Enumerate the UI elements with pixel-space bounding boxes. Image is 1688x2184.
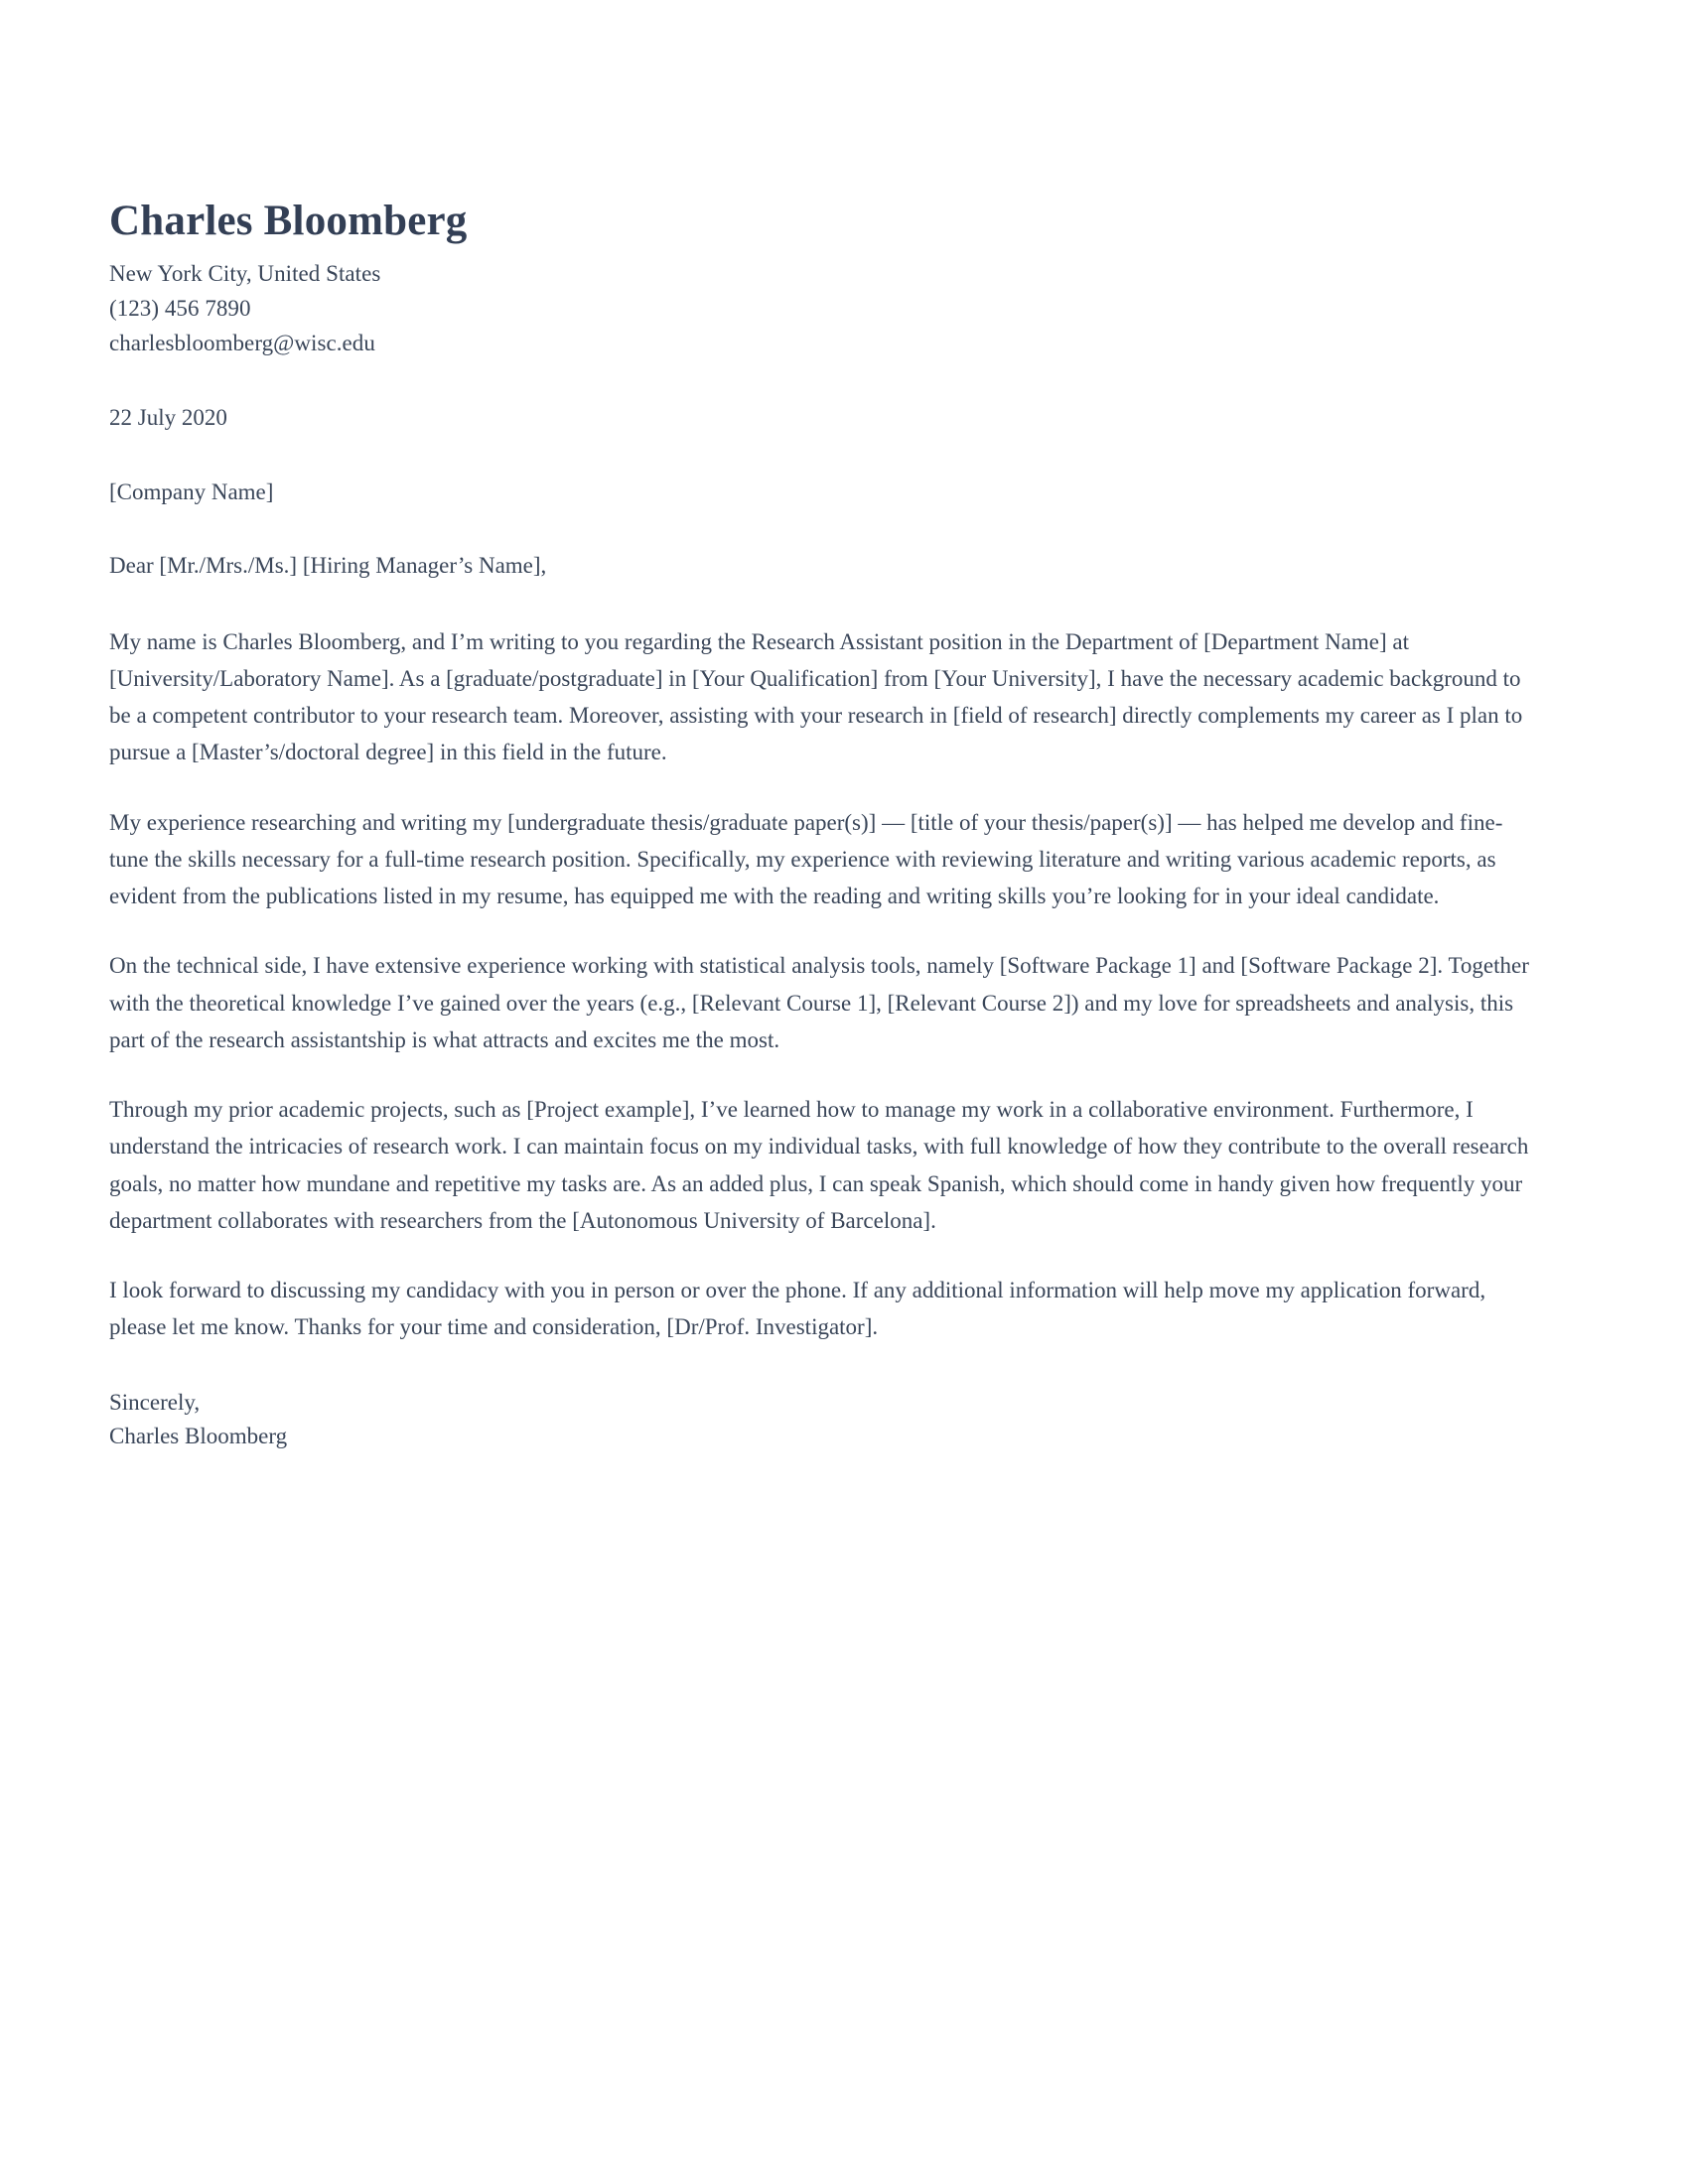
salutation: Dear [Mr./Mrs./Ms.] [Hiring Manager’s Name], [109,553,547,578]
body-paragraph: On the technical side, I have extensive experience working with statistical analysis tools, namely [Software Package 1] and [Software Package 2]. Together with the theoretical knowledge I’ve gained over the years (e.g., [Relevant Course 1], [Relevant Course 2]) and my love for spreadsheets and analysis, this part of the research assistantship is what attracts and excites me the most. [109,953,1529,1052]
contact-phone: (123) 456 7890 [109,296,251,322]
spacer [109,509,1569,549]
contact-email: charlesbloomberg@wisc.edu [109,331,375,356]
page-title: Charles Bloomberg [109,198,468,244]
spacer [109,914,1569,947]
body-paragraph: I look forward to discussing my candidacy with you in person or over the phone. If any additional information will help move my application forward, please let me know. Thanks for your time and consideration, [Dr/Prof. Investigator]. [109,1278,1486,1340]
body-paragraph: My experience researching and writing my [undergraduate thesis/graduate paper(s)] — [title of your thesis/paper(s)] — has helped me develop and fine-tune the skills necessary for a full-time research position. Specifically, my experience with reviewing literature and writing various academic reports, as evident from the publications listed in my resume, has equipped me with the reading and writing skills you’re looking for in your ideal candidate. [109,809,1503,908]
spacer [109,1346,1569,1386]
contact-location: New York City, United States [109,261,381,287]
spacer [109,1058,1569,1091]
signature-name: Charles Bloomberg [109,1424,288,1449]
letter-date: 22 July 2020 [109,405,227,430]
letter-header [109,199,1569,361]
spacer [109,436,1569,476]
letter-content [109,199,1569,1454]
closing-line: Sincerely, [109,1389,201,1415]
spacer [109,361,1569,401]
spacer [109,1239,1569,1272]
body-paragraph: Through my prior academic projects, such as [Project example], I’ve learned how to manage my work in a collaborative environment. Furthermore, I understand the intricacies of research work. I can maintain focus on my individual tasks, with full knowledge of how they contribute to the overall research goals, no matter how mundane and repetitive my tasks are. As an added plus, I can speak Spanish, which should come in handy given how frequently your department collaborates with researchers from the [Autonomous University of Barcelona]. [109,1097,1529,1233]
recipient-company: [Company Name] [109,478,274,504]
body-paragraph: My name is Charles Bloomberg, and I’m writing to you regarding the Research Assistant position in the Department of [Department Name] at [University/Laboratory Name]. As a [graduate/postgraduate] in [Your Qualification] from [Your University], I have the necessary academic background to be a competent contributor to your research team. Moreover, assisting with your research in [field of research] directly complements my career as I plan to pursue a [Master’s/doctoral degree] in this field in the future. [109,628,1523,765]
spacer [109,771,1569,804]
spacer [109,584,1569,623]
